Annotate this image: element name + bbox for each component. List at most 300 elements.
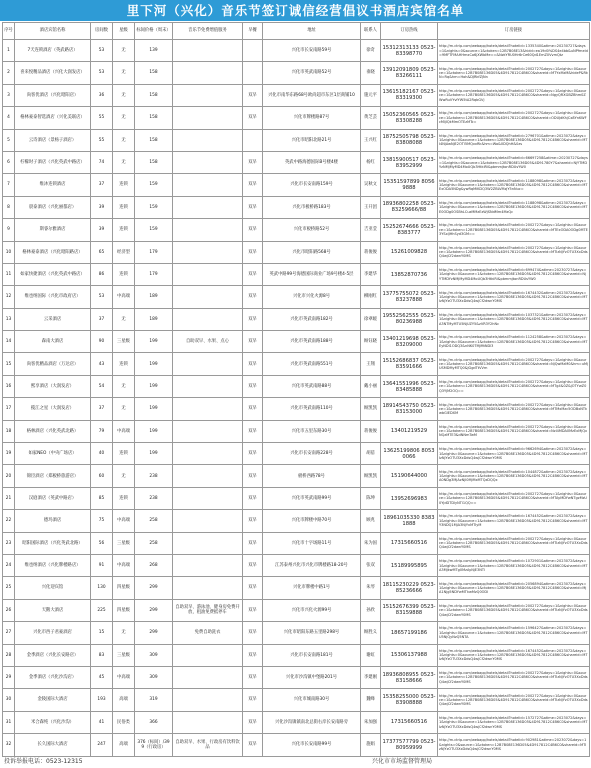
- free-service: [173, 84, 243, 106]
- free-service: 免费自助洗衣: [173, 622, 243, 644]
- hotel-name: 如家快捷酒店（兴化英武中路店）: [15, 263, 91, 285]
- contact-person: 王翔: [361, 353, 381, 375]
- standard-room-price: 238: [135, 465, 173, 487]
- star-rating: 连锁: [113, 219, 135, 241]
- row-number: 7: [3, 174, 15, 196]
- booking-link[interactable]: http://m.ctrip.com/webapp/hotels/detail?hotelid=1572727&atime=2023072&days=1&nights=0&source=1&ctoken=12B7B08E136D05&4D917812C4B6C0&shareid=MTIzNjYzOTU3XxDdsQ4wjCf2dwnY0MS: [438, 711, 590, 733]
- address: 英武中路海德国际B号楼4楼: [263, 151, 361, 173]
- row-number: 9: [3, 219, 15, 241]
- room-count: 37: [91, 308, 113, 330]
- breakfast: 双早: [243, 689, 263, 711]
- contact-person: 顾胜义: [361, 622, 381, 644]
- hotel-name: 尚客优精品酒店（万达店）: [15, 353, 91, 375]
- standard-room-price: 299: [135, 599, 173, 621]
- free-service: [173, 375, 243, 397]
- contact-person: 吉亚莹: [361, 219, 381, 241]
- booking-link[interactable]: http://m.ctrip.com/webapp/hotels/detail?hotelid=2002727&days=1&nights=0&source=1&ctoken=12B7B08E136D05&4D917812C4B6C0&shareid=NgyQRXGBZBhm0ZWwRuVYvfYW5tA2RqbGVj: [438, 84, 590, 106]
- address: 兴化市五里东路30号: [263, 420, 361, 442]
- row-number: 27: [3, 622, 15, 644]
- star-rating: 三星级: [113, 331, 135, 353]
- star-rating: 民俗类: [113, 711, 135, 733]
- column-header: 音乐节免费增值服务: [173, 23, 243, 40]
- column-header: 订房链接: [438, 23, 590, 40]
- free-service: [173, 554, 243, 576]
- booking-phone: 15261009828: [381, 241, 438, 263]
- free-service: [173, 420, 243, 442]
- row-number: 8: [3, 196, 15, 218]
- table-row: [3, 487, 590, 509]
- breakfast: 双早: [243, 353, 263, 375]
- row-number: 29: [3, 666, 15, 688]
- standard-room-price: 258: [135, 532, 173, 554]
- star-rating: 无: [113, 622, 135, 644]
- contact-person: 顾钰晓: [361, 331, 381, 353]
- row-number: 4: [3, 107, 15, 129]
- booking-link[interactable]: http://m.ctrip.com/webapp/hotels/detail?hotelid=2002727&days=1&nights=0&source=1&ctoken=12B7B08E136D05&4D917812C4B6C0&shareid=MTg4&0Z&jOTYwZ0Q3YjM2OQ==: [438, 375, 590, 397]
- free-service: [173, 353, 243, 375]
- address: 兴化市板桥路183号: [263, 196, 361, 218]
- row-number: 31: [3, 711, 15, 733]
- star-rating: 无: [113, 62, 135, 84]
- free-service: [173, 510, 243, 532]
- table-row: [3, 510, 590, 532]
- star-rating: 连锁: [113, 196, 135, 218]
- standard-room-price: 189: [135, 286, 173, 308]
- breakfast: 双早: [243, 241, 263, 263]
- room-count: 247: [91, 734, 113, 756]
- free-service: [173, 443, 243, 465]
- booking-link[interactable]: http://m.ctrip.com/webapp/hotels/detail?hotelid=2002727&days=1&nights=0&source=1&ctoken=12B7B08E136D05&4D917812C4B6C0&shareid=NzI4MDA0MzExMjQxNQzMTE3&dNNmTwM: [438, 420, 590, 442]
- free-service: [173, 62, 243, 84]
- breakfast: 双早: [243, 622, 263, 644]
- address: 兴化市长安南路228号: [263, 443, 361, 465]
- free-service: [173, 711, 243, 733]
- booking-phone: 13912091809 0523-83266111: [381, 62, 438, 84]
- hotel-name: 金季酒店（兴化长安路店）: [15, 644, 91, 666]
- hotel-table: [2, 22, 590, 757]
- booking-link[interactable]: http://m.ctrip.com/webapp/hotels/detail?hotelid=9662694&atime=2023072&days=1&nights=0&source=1&ctoken=12B7B08E136D05&4D917812C4B6C0&shareid=MTIzNjYzOTU3XxDdsQ4wjCf2dwnY0MS: [438, 443, 590, 465]
- booking-link[interactable]: http://m.ctrip.com/webapp/hotels/detail?hotelid=1188098&atime=2023072&days=1&nights=0&source=1&ctoken=12B7B08E136D05&4D917812C4B6C0&shareid=MTE0ODg0OSBhLCuzMMzEzWjSNdMm4MzQc: [438, 196, 590, 218]
- standard-room-price: 158: [135, 107, 173, 129]
- standard-room-price: 199: [135, 331, 173, 353]
- free-service: 自助双早、游泳池、健身房免费开放，租油免费抵停车: [173, 599, 243, 621]
- hotel-name: 金季酒店（兴化沙沟店）: [15, 666, 91, 688]
- booking-link[interactable]: http://m.ctrip.com/webapp/hotels/detail?hotelid=2002727&days=1&nights=0&source=1&ctoken=12B7B08E136D05&4D917812C4B6C0&shareid=NjQwMzM0&hm=uMjUSMDMyMTQ0&JGgdTtVVm: [438, 353, 590, 375]
- room-count: 91: [91, 554, 113, 576]
- booking-phone: 18752505798 0523-83808088: [381, 129, 438, 151]
- star-rating: 四星级: [113, 599, 135, 621]
- contact-person: 李建刚: [361, 666, 381, 688]
- hotel-name: 斯睿尔雅酒店: [15, 219, 91, 241]
- star-rating: 三星级: [113, 532, 135, 554]
- address: 兴化市英武南路182号: [263, 308, 361, 330]
- room-count: 40: [91, 443, 113, 465]
- booking-link[interactable]: http://m.ctrip.com/webapp/hotels/detail?hotelid=2796701&atime=2023072&days=1&nights=0&source=1&ctoken=12B7B08E136D05&4D917812C4B6C0&shareid=MTI4NjAwNjE2OTl5MQxxRk&hm=Wo&0DQhH&0zs: [438, 129, 590, 151]
- breakfast: [243, 40, 263, 62]
- table-row: [3, 599, 590, 621]
- address: 兴化市牌楼中路70号: [263, 510, 361, 532]
- breakfast: 双早: [243, 107, 263, 129]
- standard-room-price: 158: [135, 62, 173, 84]
- row-number: 28: [3, 644, 15, 666]
- room-count: 39: [91, 196, 113, 218]
- free-service: [173, 577, 243, 599]
- breakfast: 双早: [243, 644, 263, 666]
- contact-person: 蒋俊俊: [361, 241, 381, 263]
- standard-room-price: 159: [135, 219, 173, 241]
- address: 兴化市英武南路99号: [263, 487, 361, 509]
- table-row: [3, 286, 590, 308]
- standard-room-price: 199: [135, 375, 173, 397]
- contact-person: 施元平: [361, 84, 381, 106]
- booking-link[interactable]: http://m.ctrip.com/webapp/hotels/detail?hotelid=2002727&days=1&nights=0&source=1&ctoken=12B7B08E136D05&4D917812C4B6C0&shareid=MTIzNjYzOTU3XxDdsQ4wjCf2dwnY0MS: [438, 689, 590, 711]
- booking-link[interactable]: http://m.ctrip.com/webapp/hotels/detail?hotelid=1037321&atime=2023072&days=1&nights=0&source=1&ctoken=12B7B08E136D05&4D917812C4B6C0&shareid=MTA3NTMyMTU5NjUZY5&zVR3Y2hNc: [438, 308, 590, 330]
- table-row: [3, 622, 590, 644]
- star-rating: 中高端: [113, 420, 135, 442]
- booking-link[interactable]: http://m.ctrip.com/webapp/hotels/detail?hotelid=1335340&atime=20230727&days=1&nights=0&source=1&ctoken=12B7B08E13&hidd=ea19d0%DS4e4bb&uNPfmeld=9MFTFMAHHmxCo6jXWbMe==&NzkYRU0Hr6rCe60Qd1EmZ0VvmQtz: [438, 40, 590, 62]
- column-header: 酒店宾馆名称: [15, 23, 91, 40]
- star-rating: 中高端: [113, 510, 135, 532]
- room-count: 60: [91, 465, 113, 487]
- hotel-name: 维也纳酒店（兴化牌楼路店）: [15, 554, 91, 576]
- table-row: [3, 577, 590, 599]
- booking-link[interactable]: http://m.ctrip.com/webapp/hotels/detail?hotelid=1596427&atime=2023072&days=1&nights=0&source=1&ctoken=12B7B08E136D05&4D917812C4B6C0&shareid=MTU5NjQyNzQ5NTA: [438, 622, 590, 644]
- row-number: 14: [3, 331, 15, 353]
- room-count: 37: [91, 398, 113, 420]
- booking-phone: 13401219529: [381, 420, 438, 442]
- booking-link[interactable]: http://m.ctrip.com/webapp/hotels/detail?hotelid=66697258&atime=20230727&days=1&nights=0&source=1&ctoken=12B7B08E136D05&4D91780Y7&shareid=NjYTMDYzNMjMyMD4MoUQb3HtkiRi&pbmmjtonRDUsYW0: [438, 151, 590, 173]
- hotel-name: 兴化市西子君豪酒店: [15, 622, 91, 644]
- booking-link[interactable]: http://m.ctrip.com/webapp/hotels/detail?hotelid=2002727&days=1&nights=0&source=1&ctoken=12B7B08E136D05&4D917812C4B6C0&shareid=MTIzNjYzOTU3XxDdsQ4wjCf2dwnY0MS: [438, 666, 590, 688]
- star-rating: 连锁: [113, 487, 135, 509]
- free-service: [173, 666, 243, 688]
- hotel-name: 汉庭酒店（英武中路店）: [15, 487, 91, 509]
- contact-person: 陈坤: [361, 487, 381, 509]
- booking-link[interactable]: http://m.ctrip.com/webapp/hotels/detail?hotelid=1072901&atime=2023072&days=1&nights=0&source=1&ctoken=12B7B08E136D05&4D917812C4B6C0&shareid=MTA3MjkwMTg0MzAyNjE3NTl: [438, 554, 590, 576]
- breakfast: 双早: [243, 331, 263, 353]
- booking-link[interactable]: http://m.ctrip.com/webapp/hotels/detail?hotelid=1124258&atime=2023072&days=1&nights=0&source=1&ctoken=12B7B08E136D05&4D917812C4B6C0&shareid=MTEyNDI1ODQ3&nNK0TMjMtNDl3: [438, 331, 590, 353]
- room-count: 130: [91, 577, 113, 599]
- booking-phone: 18115230229 0523-85236666: [381, 577, 438, 599]
- booking-link[interactable]: http://m.ctrip.com/webapp/hotels/detail?hotelid=2056894&atime=2023072&days=1&nights=0&source=1&ctoken=12B7B08E136D05&4D917812C4B6C0&shareid=MjA1Njg5NDYwMTkwMzQ0ODI: [438, 577, 590, 599]
- room-count: 53: [91, 286, 113, 308]
- row-number: 24: [3, 554, 15, 576]
- booking-phone: 15189995895: [381, 554, 438, 576]
- row-number: 25: [3, 577, 15, 599]
- room-count: 65: [91, 241, 113, 263]
- booking-link[interactable]: http://m.ctrip.com/webapp/hotels/detail?hotelid=2002727&days=1&nights=0&source=1&ctoken=12B7B08E136D05&4D917812C4B6C0&shareid=ODUJdKhjCx8YnKWFcMljIQkMmOTEzMTc=: [438, 107, 590, 129]
- hotel-name: 云诗酒店（景杨子酒店）: [15, 129, 91, 151]
- contact-person: 朱琴: [361, 577, 381, 599]
- free-service: [173, 487, 243, 509]
- star-rating: 四星级: [113, 577, 135, 599]
- column-header: 标间价格（周末）: [135, 23, 173, 40]
- booking-phone: 13641551996 0523-83485888: [381, 375, 438, 397]
- column-header: 序号: [3, 23, 15, 40]
- breakfast: 双早: [243, 263, 263, 285]
- booking-phone: 15312313133 0523-83398770: [381, 40, 438, 62]
- booking-phone: 13952696983: [381, 487, 438, 509]
- standard-room-price: 366: [135, 711, 173, 733]
- row-number: 21: [3, 487, 15, 509]
- star-rating: 连锁: [113, 353, 135, 375]
- star-rating: 连锁: [113, 443, 135, 465]
- booking-phone: 18961035330 83831888: [381, 510, 438, 532]
- table-row: [3, 689, 590, 711]
- booking-link[interactable]: http://m.ctrip.com/webapp/hotels/detail?hotelid=1674452&atime=2023072&days=1&nights=0&source=1&ctoken=12B7B08E136D05&4D917812C4B6C0&shareid=MTIzNjYzOTU3XxDdsQ4wjCf2dwnY0MS: [438, 644, 590, 666]
- star-rating: 无: [113, 40, 135, 62]
- hotel-name: 喜来悦精品酒店（兴化大润发店）: [15, 62, 91, 84]
- address: 兴化市昭阳东路五里路298号: [263, 622, 361, 644]
- contact-person: 胡蓓: [361, 443, 381, 465]
- star-rating: 中高端: [113, 286, 135, 308]
- row-number: 17: [3, 398, 15, 420]
- address: 兴化市英武南路88号: [263, 375, 361, 397]
- standard-room-price: 139: [135, 40, 173, 62]
- booking-phone: 13615182167 0523-83319300: [381, 84, 438, 106]
- free-service: [173, 151, 243, 173]
- booking-phone: 15152686837 0523-83591666: [381, 353, 438, 375]
- room-count: 37: [91, 174, 113, 196]
- booking-link[interactable]: http://m.ctrip.com/webapp/hotels/detail?hotelid=2002727&days=1&nights=0&source=1&ctoken=12B7B08E136D05&4D917812C4B6C0&shareid=MTIzNjYzOTU3XxDdsQ4wjCf2dwnY0MS: [438, 532, 590, 554]
- hotel-name: 如家NEO（中央广场店）: [15, 443, 91, 465]
- breakfast: 双早: [243, 375, 263, 397]
- table-row: [3, 666, 590, 688]
- breakfast: 双早: [243, 308, 263, 330]
- booking-phone: 13775755072 0523-83237888: [381, 286, 438, 308]
- star-rating: 经济型: [113, 241, 135, 263]
- standard-room-price: 158: [135, 151, 173, 173]
- star-rating: 无: [113, 375, 135, 397]
- booking-link[interactable]: http://m.ctrip.com/webapp/hotels/detail?hotelid=699474&atime=20230727&days=1&nights=0&source=1&ctoken=12B7B08E136D05&4D917812C4B6C0&shareid=NjYTMDYzNMjMyMD4MoUQb3HtkiRi&pbmmjtonRDUsYW0: [438, 263, 590, 285]
- star-rating: 无: [113, 129, 135, 151]
- booking-link[interactable]: http://m.ctrip.com/webapp/hotels/detail?hotelid=1188098&atime=2023072&days=1&nights=0&source=1&ctoken=12B7B08E136D05&4D917812C4B6C0&shareid=MTExODA5NDg&ywRqMiKDQ3W2ZBLVMzjY5nNuc=: [438, 174, 590, 196]
- address: 板桥西路78号: [263, 465, 361, 487]
- booking-phone: 15351597899 80569888: [381, 174, 438, 196]
- booking-link[interactable]: http://m.ctrip.com/webapp/hotels/detail?hotelid=2002727&days=1&nights=0&source=1&ctoken=12B7B08E136D05&4D917812C4B6C0&shareid=MTYxMzM&hideP&RkN=Rq&hm=Hoh&DJRkfZjNn: [438, 62, 590, 84]
- hotel-name: 天鹅大酒店: [15, 599, 91, 621]
- breakfast: 双早: [243, 599, 263, 621]
- contact-person: 朱加强: [361, 711, 381, 733]
- room-count: 54: [91, 375, 113, 397]
- breakfast: 双早: [243, 286, 263, 308]
- free-service: [173, 196, 243, 218]
- free-service: [173, 398, 243, 420]
- star-rating: 无: [113, 308, 135, 330]
- address: 兴化市牌楼路87号: [263, 107, 361, 129]
- address: 兴化市长安南路99号: [263, 734, 361, 756]
- table-row: [3, 174, 590, 196]
- table-row: [3, 554, 590, 576]
- row-number: 32: [3, 734, 15, 756]
- breakfast: 双早: [243, 420, 263, 442]
- row-number: 22: [3, 510, 15, 532]
- breakfast: [243, 129, 263, 151]
- hotel-name: 兴化迎宾馆: [15, 577, 91, 599]
- contact-person: 黄芝芸: [361, 107, 381, 129]
- free-service: [173, 241, 243, 263]
- free-service: [173, 263, 243, 285]
- standard-room-price: 199: [135, 353, 173, 375]
- free-service: [173, 465, 243, 487]
- booking-link[interactable]: http://m.ctrip.com/webapp/hotels/detail?hotelid=1674432&atime=2023072&days=1&nights=0&source=1&ctoken=12B7B08E136D05&4D917812C4B6C0&shareid=MTIzNjYzOTU3XxDdsQ4wjCf2dwnY0MS: [438, 286, 590, 308]
- standard-room-price: 309: [135, 666, 173, 688]
- booking-phone: 17315660516: [381, 532, 438, 554]
- table-row: [3, 241, 590, 263]
- booking-phone: 15252674666 0523-8383777: [381, 219, 438, 241]
- booking-link[interactable]: http://m.ctrip.com/webapp/hotels/detail?hotelid=2002727&days=1&nights=0&source=1&ctoken=12B7B08E136D05&4D917812C4B6C0&shareid=MTIzNjYzOTU3XxDdsQ4wjCf2dwnY0MS: [438, 599, 590, 621]
- address: 兴化市沙沟镇中堡路201号: [263, 666, 361, 688]
- column-header: 房间数: [91, 23, 113, 40]
- hotel-name: 晨泰酒店（兴化丽都店）: [15, 196, 91, 218]
- contact-person: 杨红: [361, 151, 381, 173]
- address: 兴化市兴化火源99号: [263, 599, 361, 621]
- booking-phone: 17315660516: [381, 711, 438, 733]
- table-row: [3, 711, 590, 733]
- contact-person: 戴小丽: [361, 375, 381, 397]
- row-number: 16: [3, 375, 15, 397]
- breakfast: 双早: [243, 666, 263, 688]
- table-row: [3, 331, 590, 353]
- address: 兴化市长安南路159号: [263, 174, 361, 196]
- free-service: [173, 644, 243, 666]
- standard-room-price: 319: [135, 689, 173, 711]
- booking-link[interactable]: http://m.ctrip.com/webapp/hotels/detail?hotelid=2002727&days=1&nights=0&source=1&ctoken=12B7B08E136D05&4D917812C4B6C0&shareid=MTIzNjYzOTU3XxDdsQ4wjCf2dwnY0MS: [438, 241, 590, 263]
- star-rating: 无: [113, 465, 135, 487]
- table-row: [3, 263, 590, 285]
- row-number: 6: [3, 151, 15, 173]
- standard-room-price: 199: [135, 420, 173, 442]
- breakfast: 双早: [243, 554, 263, 576]
- contact-person: 王兴红: [361, 129, 381, 151]
- table-row: [3, 308, 590, 330]
- standard-room-price: 299: [135, 622, 173, 644]
- table-row: [3, 62, 590, 84]
- breakfast: 双早: [243, 510, 263, 532]
- free-service: [173, 286, 243, 308]
- booking-phone: 15052360565 0523-83308288: [381, 107, 438, 129]
- booking-phone: 15358255000 0523-83908888: [381, 689, 438, 711]
- booking-link[interactable]: http://m.ctrip.com/webapp/hotels/detail?hotelid=2002727&days=1&nights=0&source=1&ctoken=12B7B08E136D05&4D917812C4B6C0&shareid=MTMxMzc5ODBxNTkwbGlEDXM: [438, 398, 590, 420]
- contact-person: 谢虹: [361, 644, 381, 666]
- star-rating: 中高端: [113, 554, 135, 576]
- hotel-name: 森南大酒店: [15, 331, 91, 353]
- room-count: 55: [91, 129, 113, 151]
- free-service: 自助双早、水果、点心: [173, 331, 243, 353]
- standard-room-price: 199: [135, 398, 173, 420]
- row-number: 18: [3, 420, 15, 442]
- table-row: [3, 532, 590, 554]
- contact-person: 顾凯凯: [361, 398, 381, 420]
- address: 英武中路99号海德国际商业广场9号楼4-5层: [263, 263, 361, 285]
- table-row: [3, 443, 590, 465]
- address: 兴化市昭阳北路21号: [263, 129, 361, 151]
- booking-link[interactable]: http://m.ctrip.com/webapp/hotels/detail?hotelid=1044872&atime=2023072&days=1&nights=0&source=1&ctoken=12B7B08E136D05&4D917812C4B6C0&shareid=MTA0NDg3MjAzNjI0MjMxMTQzDQQx: [438, 465, 590, 487]
- table-row: [3, 398, 590, 420]
- star-rating: 中高端: [113, 666, 135, 688]
- hotel-name: 揽江之星（大润发店）: [15, 398, 91, 420]
- issuing-organization: 兴化市市场监督管理局: [372, 758, 433, 765]
- hotel-name: 维也纳国际（兴化市政府店）: [15, 286, 91, 308]
- hotel-name: 格林酒店（兴化英武北路）: [15, 420, 91, 442]
- table-row: [3, 465, 590, 487]
- star-rating: 连锁: [113, 174, 135, 196]
- row-number: 1: [3, 40, 15, 62]
- address: 兴化市长安南路59号: [263, 40, 361, 62]
- breakfast: 双早: [243, 219, 263, 241]
- booking-phone: 19552562555 0523-80236988: [381, 308, 438, 330]
- room-count: 86: [91, 263, 113, 285]
- page-title: 里下河（兴化）音乐节签订诚信经营倡议书酒店宾馆名单: [0, 0, 591, 21]
- booking-link[interactable]: http://m.ctrip.com/webapp/hotels/detail?hotelid=2002727&days=1&nights=0&source=1&ctoken=12B7B08E136D05&4D917812C4B6C0&shareid=MTExODA0ODg0MTE3YSxlJHhSyd3GM==: [438, 219, 590, 241]
- address: 江苏泰州兴化市兴化市牌楼路18-20号: [263, 554, 361, 576]
- booking-link[interactable]: http://m.ctrip.com/webapp/hotels/detail?hotelid=2002727&days=1&nights=0&source=1&ctoken=12B7B08E136D05&4D917812C4B6C0&shareid=MTAyMDYwNTgzMzU0YjdDTDlyNTl1QQ==: [438, 487, 590, 509]
- address: 兴化市兴化火源8号: [263, 286, 361, 308]
- hotel-name: 金陵国际大酒店: [15, 689, 91, 711]
- table-row: [3, 107, 590, 129]
- column-header: 地址: [263, 23, 361, 40]
- contact-person: 王开团: [361, 196, 381, 218]
- row-number: 11: [3, 263, 15, 285]
- hotel-name: 尚客优酒店（兴化昭阳店）: [15, 84, 91, 106]
- booking-link[interactable]: http://m.ctrip.com/webapp/hotels/detail?hotelid=1674452&atime=2023072&days=1&nights=0&source=1&ctoken=12B7B08E136D05&4D917812C4B6C0&shareid=MTY3NDQ1MjA3NjYxMTIyM: [438, 510, 590, 532]
- breakfast: 双早: [243, 84, 263, 106]
- free-service: [173, 689, 243, 711]
- contact-person: 徐翠媛: [361, 308, 381, 330]
- hotel-name: 格林豪泰智选酒店（兴化美联店）: [15, 107, 91, 129]
- breakfast: [243, 62, 263, 84]
- table-row: [3, 644, 590, 666]
- hotel-name: 云采酒店: [15, 308, 91, 330]
- breakfast: 双早: [243, 174, 263, 196]
- room-count: 15: [91, 622, 113, 644]
- row-number: 23: [3, 532, 15, 554]
- booking-phone: 18936808955 0523-83158666: [381, 666, 438, 688]
- booking-phone: 13815900517 0523-83952999: [381, 151, 438, 173]
- standard-room-price: 158: [135, 84, 173, 106]
- room-count: 225: [91, 599, 113, 621]
- table-header-row: [3, 23, 590, 40]
- breakfast: 双早: [243, 443, 263, 465]
- contact-person: 顾凯凯: [361, 465, 381, 487]
- address: 兴化沙沟镇镇南北总街右岸长安南路旁: [263, 711, 361, 733]
- row-number: 12: [3, 286, 15, 308]
- room-count: 43: [91, 353, 113, 375]
- room-count: 41: [91, 711, 113, 733]
- column-header: 联系人: [361, 23, 381, 40]
- table-row: [3, 129, 590, 151]
- booking-phone: 13852870736: [381, 263, 438, 285]
- hotel-name: 德玛酒店: [15, 510, 91, 532]
- standard-room-price: 268: [135, 554, 173, 576]
- free-service: 自助双早、水果、行政房有饮料饮品: [173, 734, 243, 756]
- free-service: [173, 174, 243, 196]
- star-rating: 高端: [113, 734, 135, 756]
- contact-person: 吴秋文: [361, 174, 381, 196]
- table-row: [3, 84, 590, 106]
- standard-room-price: 258: [135, 510, 173, 532]
- hotel-name: 7天连锁酒店（英武路店）: [15, 40, 91, 62]
- breakfast: 双早: [243, 734, 263, 756]
- standard-room-price: 199: [135, 443, 173, 465]
- address: 兴化市昭阳路568号: [263, 241, 361, 263]
- booking-phone: 15306137988: [381, 644, 438, 666]
- table-row: [3, 420, 590, 442]
- booking-link[interactable]: http://m.ctrip.com/webapp/hotels/detail?hotelid=902981&atime=2023072&days=1&nights=0&source=1&ctoken=12B7B08E136D05&4D917812C4B6C0&shareid=MTIzNjYzOTU3XxDdsQ4wjCf2dwnY0MS: [438, 734, 590, 756]
- room-count: 55: [91, 107, 113, 129]
- table-row: [3, 196, 590, 218]
- room-count: 39: [91, 219, 113, 241]
